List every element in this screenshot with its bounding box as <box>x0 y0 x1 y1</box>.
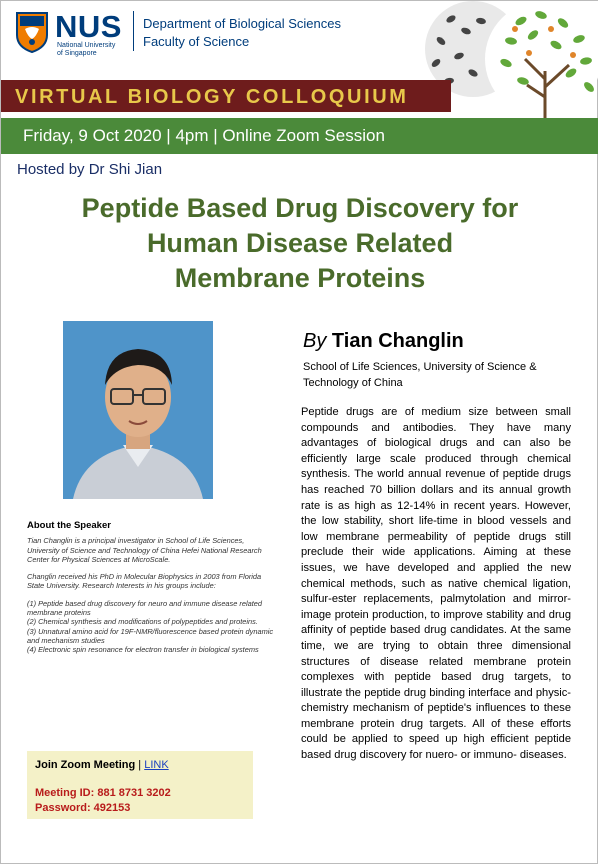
department-name: Department of Biological Sciences <box>143 16 341 31</box>
faculty-name: Faculty of Science <box>143 34 250 49</box>
speaker-name: Tian Changlin <box>331 330 464 352</box>
research-interest-item: (3) Unnatural amino acid for 19F-NMR/fluorescence based protein dynamic and mechanism studies <box>27 626 274 645</box>
banner-title: VIRTUAL BIOLOGY COLLOQUIUM <box>15 86 409 108</box>
about-para-2: Changlin received his PhD in Molecular Biophysics in 2003 from Florida State University. Research Interests in his groups include: <box>27 572 262 591</box>
research-interest-item: (1) Peptide based drug discovery for neuro and immune disease related membrane proteins <box>27 598 262 618</box>
speaker-affiliation: School of Life Sciences, University of Science & Technology of China <box>303 361 537 389</box>
zoom-separator: | <box>138 759 142 771</box>
event-date-time: Friday, 9 Oct 2020 | 4pm | Online Zoom Session <box>23 126 385 145</box>
nus-subtitle <box>57 42 127 58</box>
nus-subtitle-line1: National University <box>57 42 116 49</box>
about-heading: About the Speaker <box>27 520 111 531</box>
speaker-photo <box>63 321 213 499</box>
about-para-1: Tian Changlin is a principal investigator in School of Life Sciences, University of Science and Technology of China Hefei National Research Center for Physical Sciences at MicroScale. <box>27 536 262 564</box>
colloquium-banner <box>1 80 451 112</box>
header-divider <box>133 11 134 51</box>
zoom-info-box <box>27 751 253 819</box>
zoom-meeting-id: Meeting ID: 881 8731 3202 <box>35 787 171 799</box>
header <box>1 1 598 77</box>
talk-abstract: Peptide drugs are of medium size between small compounds and antibodies. They have many advantages of biological drugs and can also be efficiently large scale produced through chemical synthesis. The world annual revenue of peptide drugs has reached 70 billion dollars and its annual growth rate is as high as 12-14% in recent years. However, the low stability, short life-time in blood vessels and low membrane permeability of peptide drugs still preclude their wide applications. Aiming at these issues, we have developed and applied the new chemical methods, such as native chemical ligation, sulfur-ester replacements, palmytolation and mirror-image protein production, to improve stability and drug affinity of peptide based drug candidates. At the same time, we are trying to obtain three dimensional structures of disease related membrane protein complexes with peptide based drug targets, to illustrate the peptide drug binding interface and physic-chemistry mechanism of peptide's influences to these membrane protein drug targets. All of these efforts could be applied to speed up high efficient peptide based drug discovery for nuero- or immuno- diseases. <box>301 406 571 762</box>
department-block <box>143 15 341 51</box>
nus-subtitle-line2: of Singapore <box>57 50 97 57</box>
by-label: By <box>303 330 327 352</box>
speaker-byline <box>303 330 464 353</box>
nus-wordmark: NUS <box>55 9 122 44</box>
zoom-password: Password: 492153 <box>35 802 131 814</box>
talk-title-line1: Peptide Based Drug Discovery for <box>81 193 519 223</box>
zoom-join-label: Join Zoom Meeting <box>35 759 136 771</box>
event-details-strip <box>1 118 598 154</box>
zoom-link[interactable]: LINK <box>144 759 169 771</box>
research-interests-list <box>27 599 277 655</box>
speaker-portrait-icon <box>63 321 213 499</box>
talk-title-line3: Membrane Proteins <box>174 263 426 293</box>
research-interest-item: (2) Chemical synthesis and modifications of polypeptides and proteins. <box>27 617 258 627</box>
zoom-join-line <box>35 759 169 771</box>
host-line: Hosted by Dr Shi Jian <box>17 161 163 178</box>
about-speaker <box>27 521 277 655</box>
nus-crest-icon <box>15 11 49 53</box>
talk-title <box>1 191 598 296</box>
talk-title-line2: Human Disease Related <box>146 228 454 258</box>
research-interest-item: (4) Electronic spin resonance for electron transfer in biological systems <box>27 645 259 655</box>
